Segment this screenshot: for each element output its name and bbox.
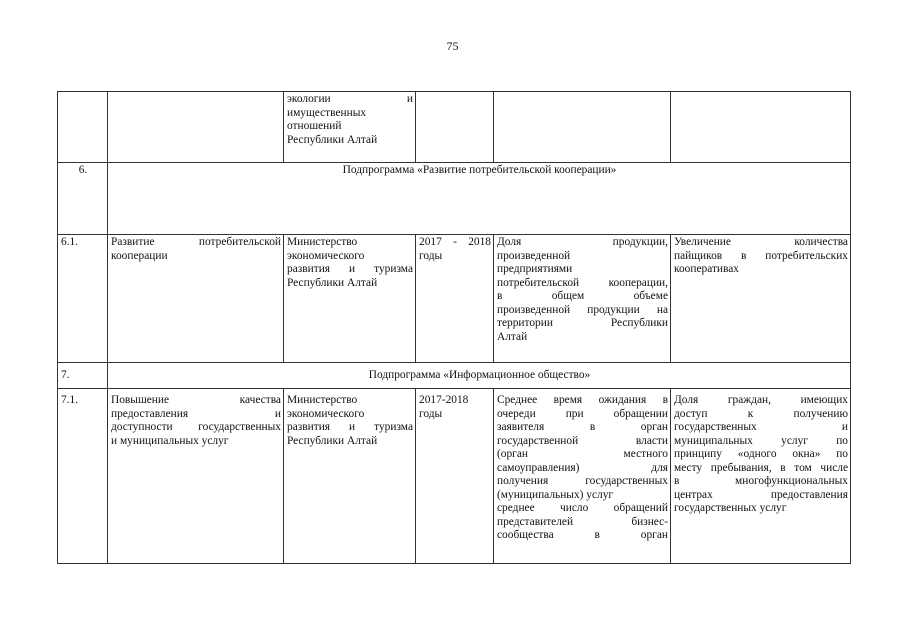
- result-line: территории Республики: [497, 317, 668, 329]
- result-line: заявителя в орган: [497, 421, 668, 433]
- links-line: государственных услуг: [674, 502, 787, 514]
- links-line: государственных и: [674, 421, 848, 433]
- links-line: муниципальных услуг по: [674, 434, 848, 447]
- result-line: Среднее время ожидания в: [497, 394, 668, 406]
- executor-line: экологии и: [287, 93, 413, 105]
- period-line: 2017-2018: [419, 394, 469, 406]
- measure-name-cell: [108, 92, 284, 163]
- result-line: очереди при обращении: [497, 407, 668, 420]
- links-cell: [671, 389, 851, 564]
- name-line: и муниципальных услуг: [111, 434, 229, 447]
- executor-line: имущественных: [287, 106, 367, 119]
- result-line: Доля продукции,: [497, 236, 668, 248]
- measure-name-cell: [108, 389, 284, 564]
- table-row: [58, 389, 851, 564]
- result-cell: [494, 92, 671, 163]
- name-line: кооперации: [111, 249, 168, 262]
- period-line: 2017 - 2018: [419, 236, 491, 248]
- period-cell: [416, 389, 494, 564]
- measures-table: [57, 91, 851, 564]
- result-cell: [494, 389, 671, 564]
- subprogram-row: [58, 163, 851, 235]
- executor-line: отношений: [287, 120, 342, 132]
- row-number-cell: [58, 92, 108, 163]
- executor-line: Министерство: [287, 394, 358, 406]
- result-line: произведенной продукции на: [497, 303, 668, 316]
- name-line: Развитие потребительской: [111, 236, 281, 248]
- period-cell: [416, 92, 494, 163]
- table-row: [58, 92, 851, 163]
- name-line: предоставления и: [111, 407, 281, 420]
- subprogram-row: [58, 363, 851, 389]
- result-line: государственной власти: [497, 434, 668, 447]
- executor-line: экономического: [287, 249, 365, 262]
- name-line: доступности государственных: [111, 421, 281, 433]
- result-line: среднее число обращений: [497, 502, 668, 514]
- links-line: принципу «одного окна» по: [674, 448, 848, 460]
- executor-line: Республики Алтай: [287, 434, 378, 447]
- links-line: Увеличение количества: [674, 236, 848, 248]
- links-line: Доля граждан, имеющих: [674, 394, 848, 406]
- period-line: годы: [419, 249, 443, 262]
- row-number-cell: 6.1.: [58, 235, 108, 363]
- executor-line: Министерство: [287, 236, 358, 248]
- links-line: месту пребывания, в том числе: [674, 461, 848, 474]
- result-line: получения государственных: [497, 475, 668, 487]
- executor-line: Республики Алтай: [287, 276, 378, 289]
- result-line: (орган местного: [497, 448, 668, 460]
- subprogram-title: Подпрограмма «Развитие потребительской кооперации»: [108, 163, 851, 235]
- result-line: представителей бизнес-: [497, 515, 668, 528]
- executor-line: экономического: [287, 407, 365, 420]
- page-number: 75: [446, 39, 459, 53]
- executor-cell: [284, 389, 416, 564]
- executor-line: развития и туризма: [287, 421, 413, 433]
- links-line: пайщиков в потребительских: [674, 249, 848, 262]
- table-row: [58, 235, 851, 363]
- subprogram-title: Подпрограмма «Информационное общество»: [108, 363, 851, 389]
- name-line: Повышение качества: [111, 394, 281, 406]
- executor-line: Республики Алтай: [287, 133, 378, 146]
- executor-cell: [284, 235, 416, 363]
- result-line: (муниципальных) услуг: [497, 488, 614, 501]
- result-line: потребительской кооперации,: [497, 276, 668, 289]
- row-number-cell: 7.1.: [58, 389, 108, 564]
- result-line: сообщества в орган: [497, 529, 668, 541]
- result-cell: [494, 235, 671, 363]
- result-line: в общем объеме: [497, 290, 668, 302]
- row-number-cell: 7.: [58, 363, 108, 389]
- executor-cell: [284, 92, 416, 163]
- links-line: кооперативах: [674, 263, 740, 275]
- links-line: доступ к получению: [674, 407, 848, 420]
- result-line: самоуправления) для: [497, 461, 668, 474]
- measure-name-cell: [108, 235, 284, 363]
- row-number-cell: 6.: [58, 163, 108, 235]
- period-cell: [416, 235, 494, 363]
- executor-line: развития и туризма: [287, 263, 413, 275]
- links-line: центрах предоставления: [674, 488, 848, 501]
- links-cell: [671, 92, 851, 163]
- links-cell: [671, 235, 851, 363]
- result-line: Алтай: [497, 330, 528, 343]
- result-line: произведенной: [497, 249, 571, 262]
- result-line: предприятиями: [497, 263, 573, 275]
- period-line: годы: [419, 407, 443, 420]
- links-line: в многофункциональных: [674, 475, 848, 487]
